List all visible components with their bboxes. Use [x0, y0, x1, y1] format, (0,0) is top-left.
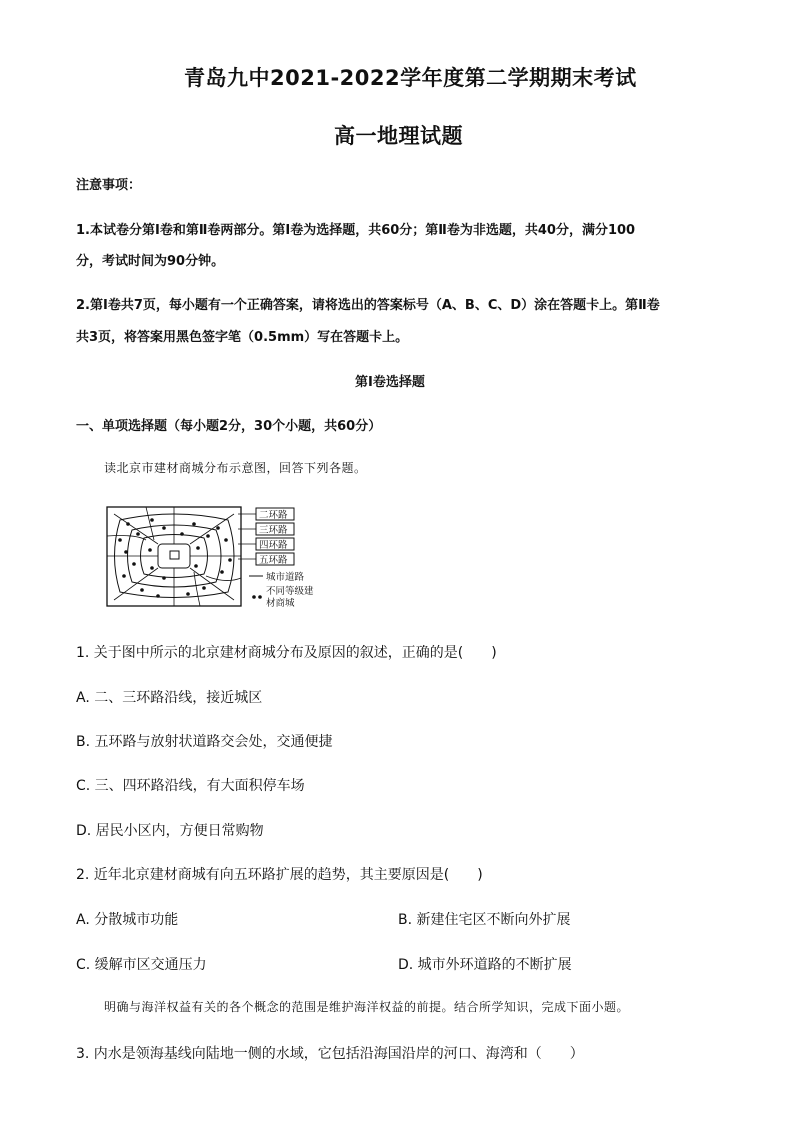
question-1-option-d[interactable]: D. 居民小区内，方便日常购物 — [76, 823, 264, 839]
question-2-option-c[interactable]: C. 缓解市区交通压力 — [76, 957, 207, 973]
section-title: 第Ⅰ卷选择题 — [355, 375, 425, 390]
question-1-stem: 1. 关于图中所示的北京建材商城分布及原因的叙述，正确的是( ) — [76, 645, 497, 661]
question-2-option-b[interactable]: B. 新建住宅区不断向外扩展 — [398, 912, 571, 928]
ocean-rights-intro: 明确与海洋权益有关的各个概念的范围是维护海洋权益的前提。结合所学知识，完成下面小题。 — [104, 1000, 630, 1014]
question-1-option-a[interactable]: A. 二、三环路沿线，接近城区 — [76, 690, 263, 706]
legend-ring-5: 五环路 — [259, 555, 288, 566]
notice-item-1-line-2: 分，考试时间为90分钟。 — [76, 254, 225, 269]
notice-heading: 注意事项： — [76, 178, 142, 193]
question-2-option-a[interactable]: A. 分散城市功能 — [76, 912, 179, 928]
exam-title: 青岛九中2021-2022学年度第二学期期末考试 — [184, 66, 637, 90]
map-legend — [238, 508, 314, 608]
legend-ring-2: 二环路 — [259, 510, 288, 521]
notice-item-2-line-1: 2.第Ⅰ卷共7页，每小题有一个正确答案，请将选出的答案标号（A、B、C、D）涂在答题卡上。第Ⅱ卷 — [76, 298, 660, 313]
map-intro: 读北京市建材商城分布示意图，回答下列各题。 — [104, 461, 367, 475]
exam-subtitle: 高一地理试题 — [334, 124, 463, 148]
legend-ring-3: 三环路 — [259, 525, 288, 536]
legend-city-road: 城市道路 — [266, 572, 305, 583]
question-1-option-b[interactable]: B. 五环路与放射状道路交会处，交通便捷 — [76, 734, 333, 750]
building-materials-mall-map — [106, 506, 331, 608]
question-3-stem: 3. 内水是领海基线向陆地一侧的水域，它包括沿海国沿岸的河口、海湾和（ ） — [76, 1046, 584, 1062]
legend-ring-4: 四环路 — [259, 540, 288, 551]
part-heading: 一、单项选择题（每小题2分，30个小题，共60分） — [76, 419, 382, 434]
notice-item-2-line-2: 共3页，将答案用黑色签字笔（0.5mm）写在答题卡上。 — [76, 330, 409, 345]
legend-mall-line-1: 不同等级建 — [266, 586, 314, 597]
question-1-option-c[interactable]: C. 三、四环路沿线，有大面积停车场 — [76, 778, 305, 794]
question-2-option-d[interactable]: D. 城市外环道路的不断扩展 — [398, 957, 572, 973]
notice-item-1-line-1: 1.本试卷分第Ⅰ卷和第Ⅱ卷两部分。第Ⅰ卷为选择题，共60分；第Ⅱ卷为非选题，共40分，满分100 — [76, 223, 636, 238]
question-2-stem: 2. 近年北京建材商城有向五环路扩展的趋势，其主要原因是( ) — [76, 867, 483, 883]
legend-mall-line-2: 材商城 — [266, 598, 295, 608]
